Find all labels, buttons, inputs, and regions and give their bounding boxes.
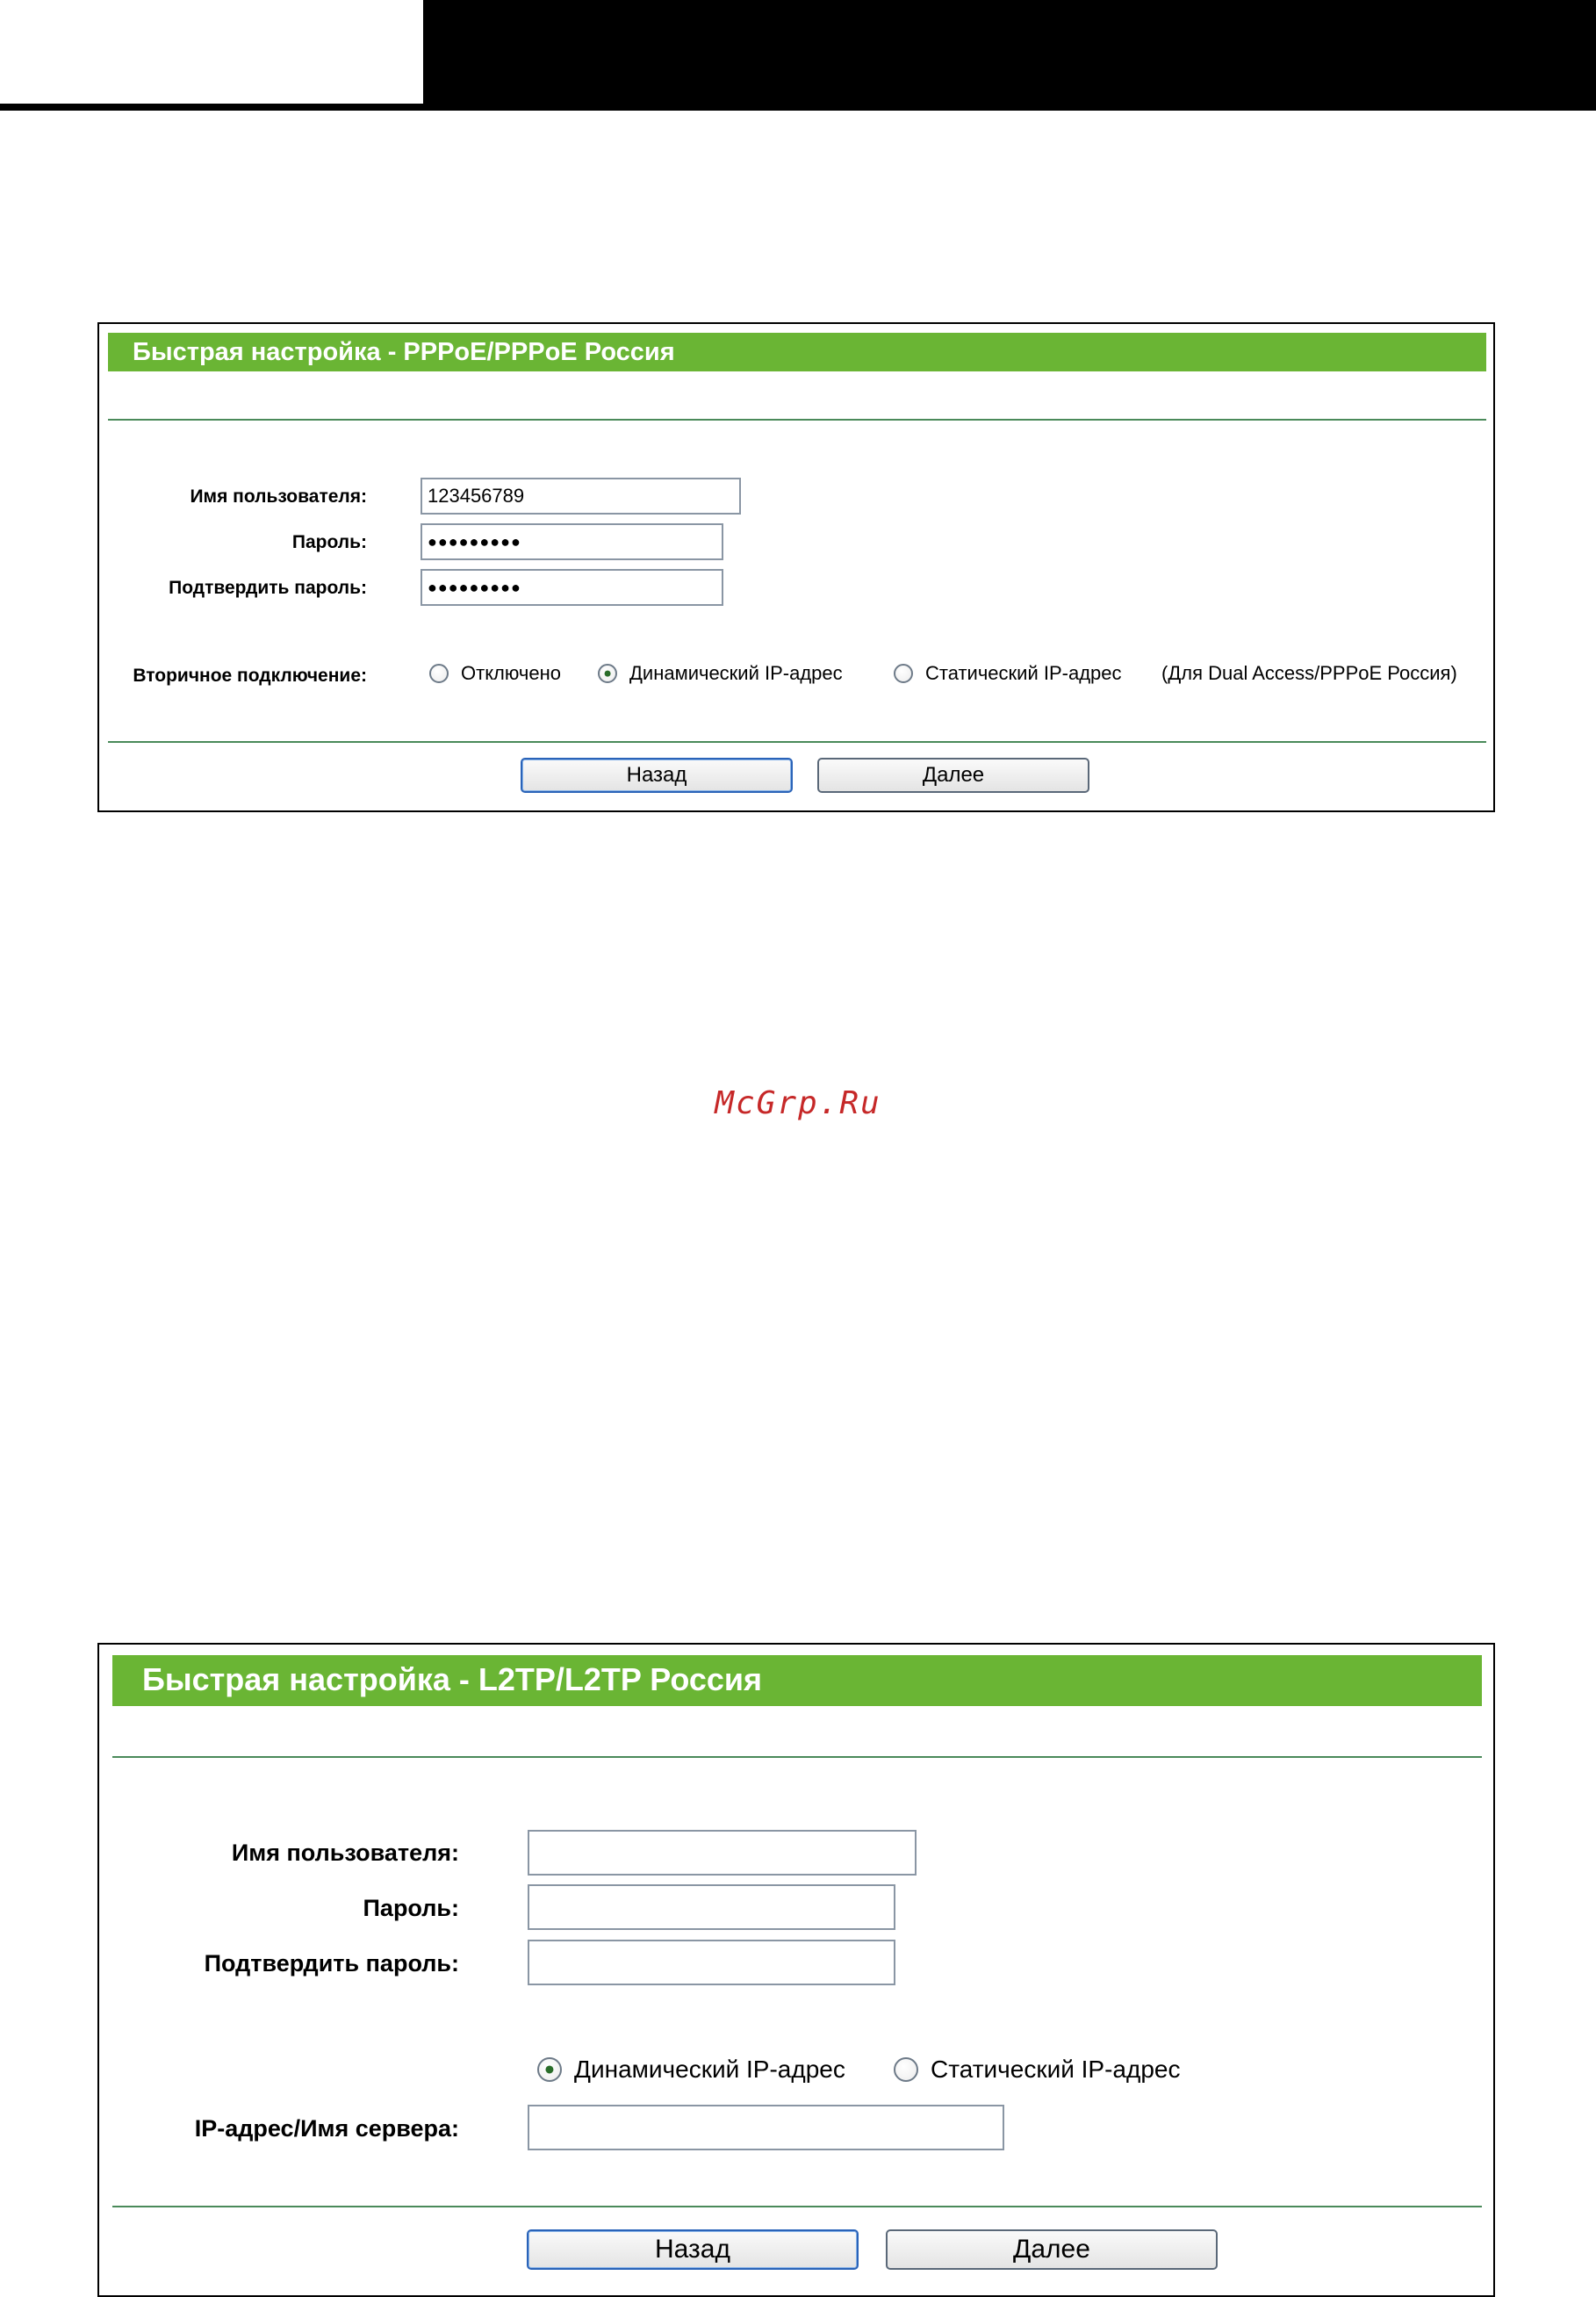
radio-option-dynamic-ip[interactable] <box>537 2056 845 2084</box>
radio-button[interactable] <box>894 664 913 683</box>
watermark-text: McGrp.Ru <box>715 1085 881 1121</box>
l2tp-bottom-rule <box>112 2206 1482 2207</box>
pppoe-next-button[interactable]: Далее <box>817 758 1089 793</box>
pppoe-username-input[interactable] <box>421 478 741 515</box>
l2tp-panel <box>97 1643 1495 2297</box>
radio-button-selected[interactable] <box>537 2057 562 2082</box>
radio-option-dynamic-ip[interactable] <box>598 662 843 685</box>
radio-button[interactable] <box>894 2057 918 2082</box>
radio-label: Динамический IP-адрес <box>574 2056 845 2083</box>
l2tp-confirm-password-input[interactable] <box>528 1940 895 1985</box>
pppoe-back-button[interactable]: Назад <box>521 758 793 793</box>
header-bar <box>423 0 1596 111</box>
radio-label: Отключено <box>461 662 561 684</box>
dual-access-note: (Для Dual Access/PPPoE Россия) <box>1161 662 1457 684</box>
l2tp-next-button[interactable]: Далее <box>886 2229 1218 2270</box>
pppoe-confirm-password-label: Подтвердить пароль: <box>169 578 367 598</box>
pppoe-panel <box>97 322 1495 812</box>
l2tp-top-rule <box>112 1756 1482 1758</box>
l2tp-password-input[interactable] <box>528 1884 895 1930</box>
l2tp-username-input[interactable] <box>528 1830 917 1876</box>
pppoe-password-label: Пароль: <box>291 532 367 552</box>
pppoe-username-label: Имя пользователя: <box>190 486 367 507</box>
radio-button-selected[interactable] <box>598 664 617 683</box>
l2tp-username-label: Имя пользователя: <box>231 1840 459 1866</box>
radio-label: Статический IP-адрес <box>931 2056 1181 2083</box>
l2tp-password-label: Пароль: <box>363 1895 459 1921</box>
l2tp-confirm-password-label: Подтвердить пароль: <box>204 1950 459 1977</box>
radio-option-static-ip[interactable] <box>894 662 1122 685</box>
pppoe-password-input[interactable]: ●●●●●●●●● <box>421 523 723 560</box>
radio-option-disabled[interactable] <box>429 662 561 685</box>
pppoe-top-rule <box>108 419 1486 421</box>
pppoe-secondary-label: Вторичное подключение: <box>133 666 367 686</box>
l2tp-back-button[interactable]: Назад <box>527 2229 859 2270</box>
header-rule <box>0 104 423 111</box>
radio-button[interactable] <box>429 664 449 683</box>
pppoe-confirm-password-input[interactable]: ●●●●●●●●● <box>421 569 723 606</box>
pppoe-bottom-rule <box>108 741 1486 743</box>
l2tp-server-label: IP-адрес/Имя сервера: <box>194 2115 459 2142</box>
pppoe-title: Быстрая настройка - PPPoE/PPPoE Россия <box>108 333 1486 371</box>
l2tp-title: Быстрая настройка - L2TP/L2TP Россия <box>112 1655 1482 1706</box>
radio-label: Динамический IP-адрес <box>629 662 843 684</box>
l2tp-server-input[interactable] <box>528 2105 1004 2150</box>
radio-option-static-ip[interactable] <box>894 2056 1180 2084</box>
radio-label: Статический IP-адрес <box>925 662 1122 684</box>
